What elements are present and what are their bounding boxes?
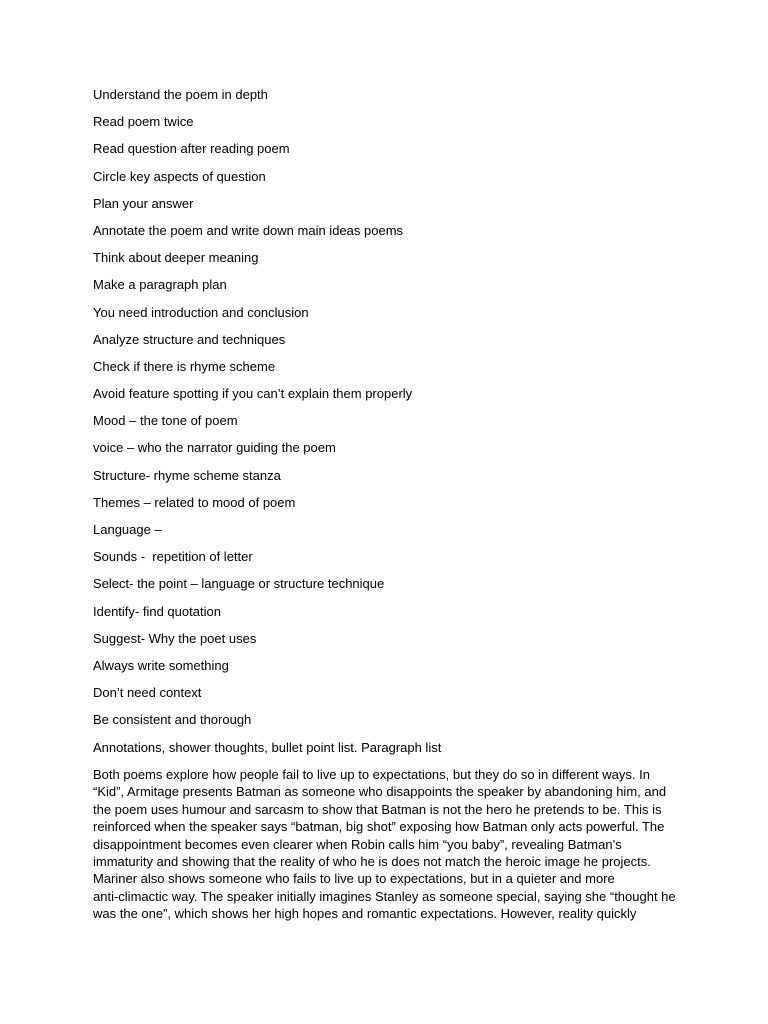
note-line: Themes – related to mood of poem (93, 494, 296, 510)
essay-line: Mariner also shows someone who fails to live up to expectations, but in a quieter and more (93, 871, 615, 887)
note-line: Sounds - repetition of letter (93, 549, 253, 565)
note-line: Plan your answer (93, 195, 194, 211)
note-line: Don’t need context (93, 685, 202, 701)
note-line: Select- the point – language or structure technique (93, 576, 385, 592)
note-line: Read question after reading poem (93, 141, 290, 157)
note-line: Understand the poem in depth (93, 87, 268, 102)
note-line: Language – (93, 522, 162, 537)
note-line: Analyze structure and techniques (93, 331, 286, 347)
note-line: Think about deeper meaning (93, 250, 259, 266)
essay-line: the poem uses humour and sarcasm to show that Batman is not the hero he pretends to be. This is (93, 801, 662, 817)
note-line: You need introduction and conclusion (93, 304, 309, 320)
note-line: Identify- find quotation (93, 603, 221, 619)
revision-notes-list (93, 86, 673, 766)
note-line: Suggest- Why the poet uses (93, 630, 257, 646)
essay-paragraph (93, 766, 675, 923)
note-line: Always write something (93, 657, 229, 673)
note-line: Check if there is rhyme scheme (93, 358, 276, 374)
essay-line: reinforced when the speaker says “batman, big shot” exposing how Batman only acts powerful. The (93, 819, 665, 835)
note-line: Annotations, shower thoughts, bullet point list. Paragraph list (93, 739, 442, 755)
note-line: Avoid feature spotting if you can’t explain them properly (93, 386, 413, 402)
essay-line: “Kid”, Armitage presents Batman as someone who disappoints the speaker by abandoning him, and (93, 784, 667, 800)
essay-line: disappointment becomes even clearer when Robin calls him “you baby”, revealing Batman’s (93, 836, 622, 852)
note-line: voice – who the narrator guiding the poem (93, 440, 336, 456)
note-line: Read poem twice (93, 114, 194, 130)
note-line: Circle key aspects of question (93, 168, 266, 184)
essay-line: immaturity and showing that the reality of who he is does not match the heroic image he projects. (93, 854, 651, 870)
essay-line: was the one”, which shows her high hopes and romantic expectations. However, reality quickly (93, 906, 637, 922)
note-line: Mood – the tone of poem (93, 413, 238, 429)
note-line: Make a paragraph plan (93, 277, 227, 293)
note-line: Be consistent and thorough (93, 712, 252, 728)
note-line: Annotate the poem and write down main ideas poems (93, 222, 404, 238)
note-line: Structure- rhyme scheme stanza (93, 467, 281, 483)
essay-line: anti-climactic way. The speaker initially imagines Stanley as someone special, saying she “thought he (93, 888, 676, 904)
essay-line: Both poems explore how people fail to live up to expectations, but they do so in different ways. In (93, 767, 650, 782)
